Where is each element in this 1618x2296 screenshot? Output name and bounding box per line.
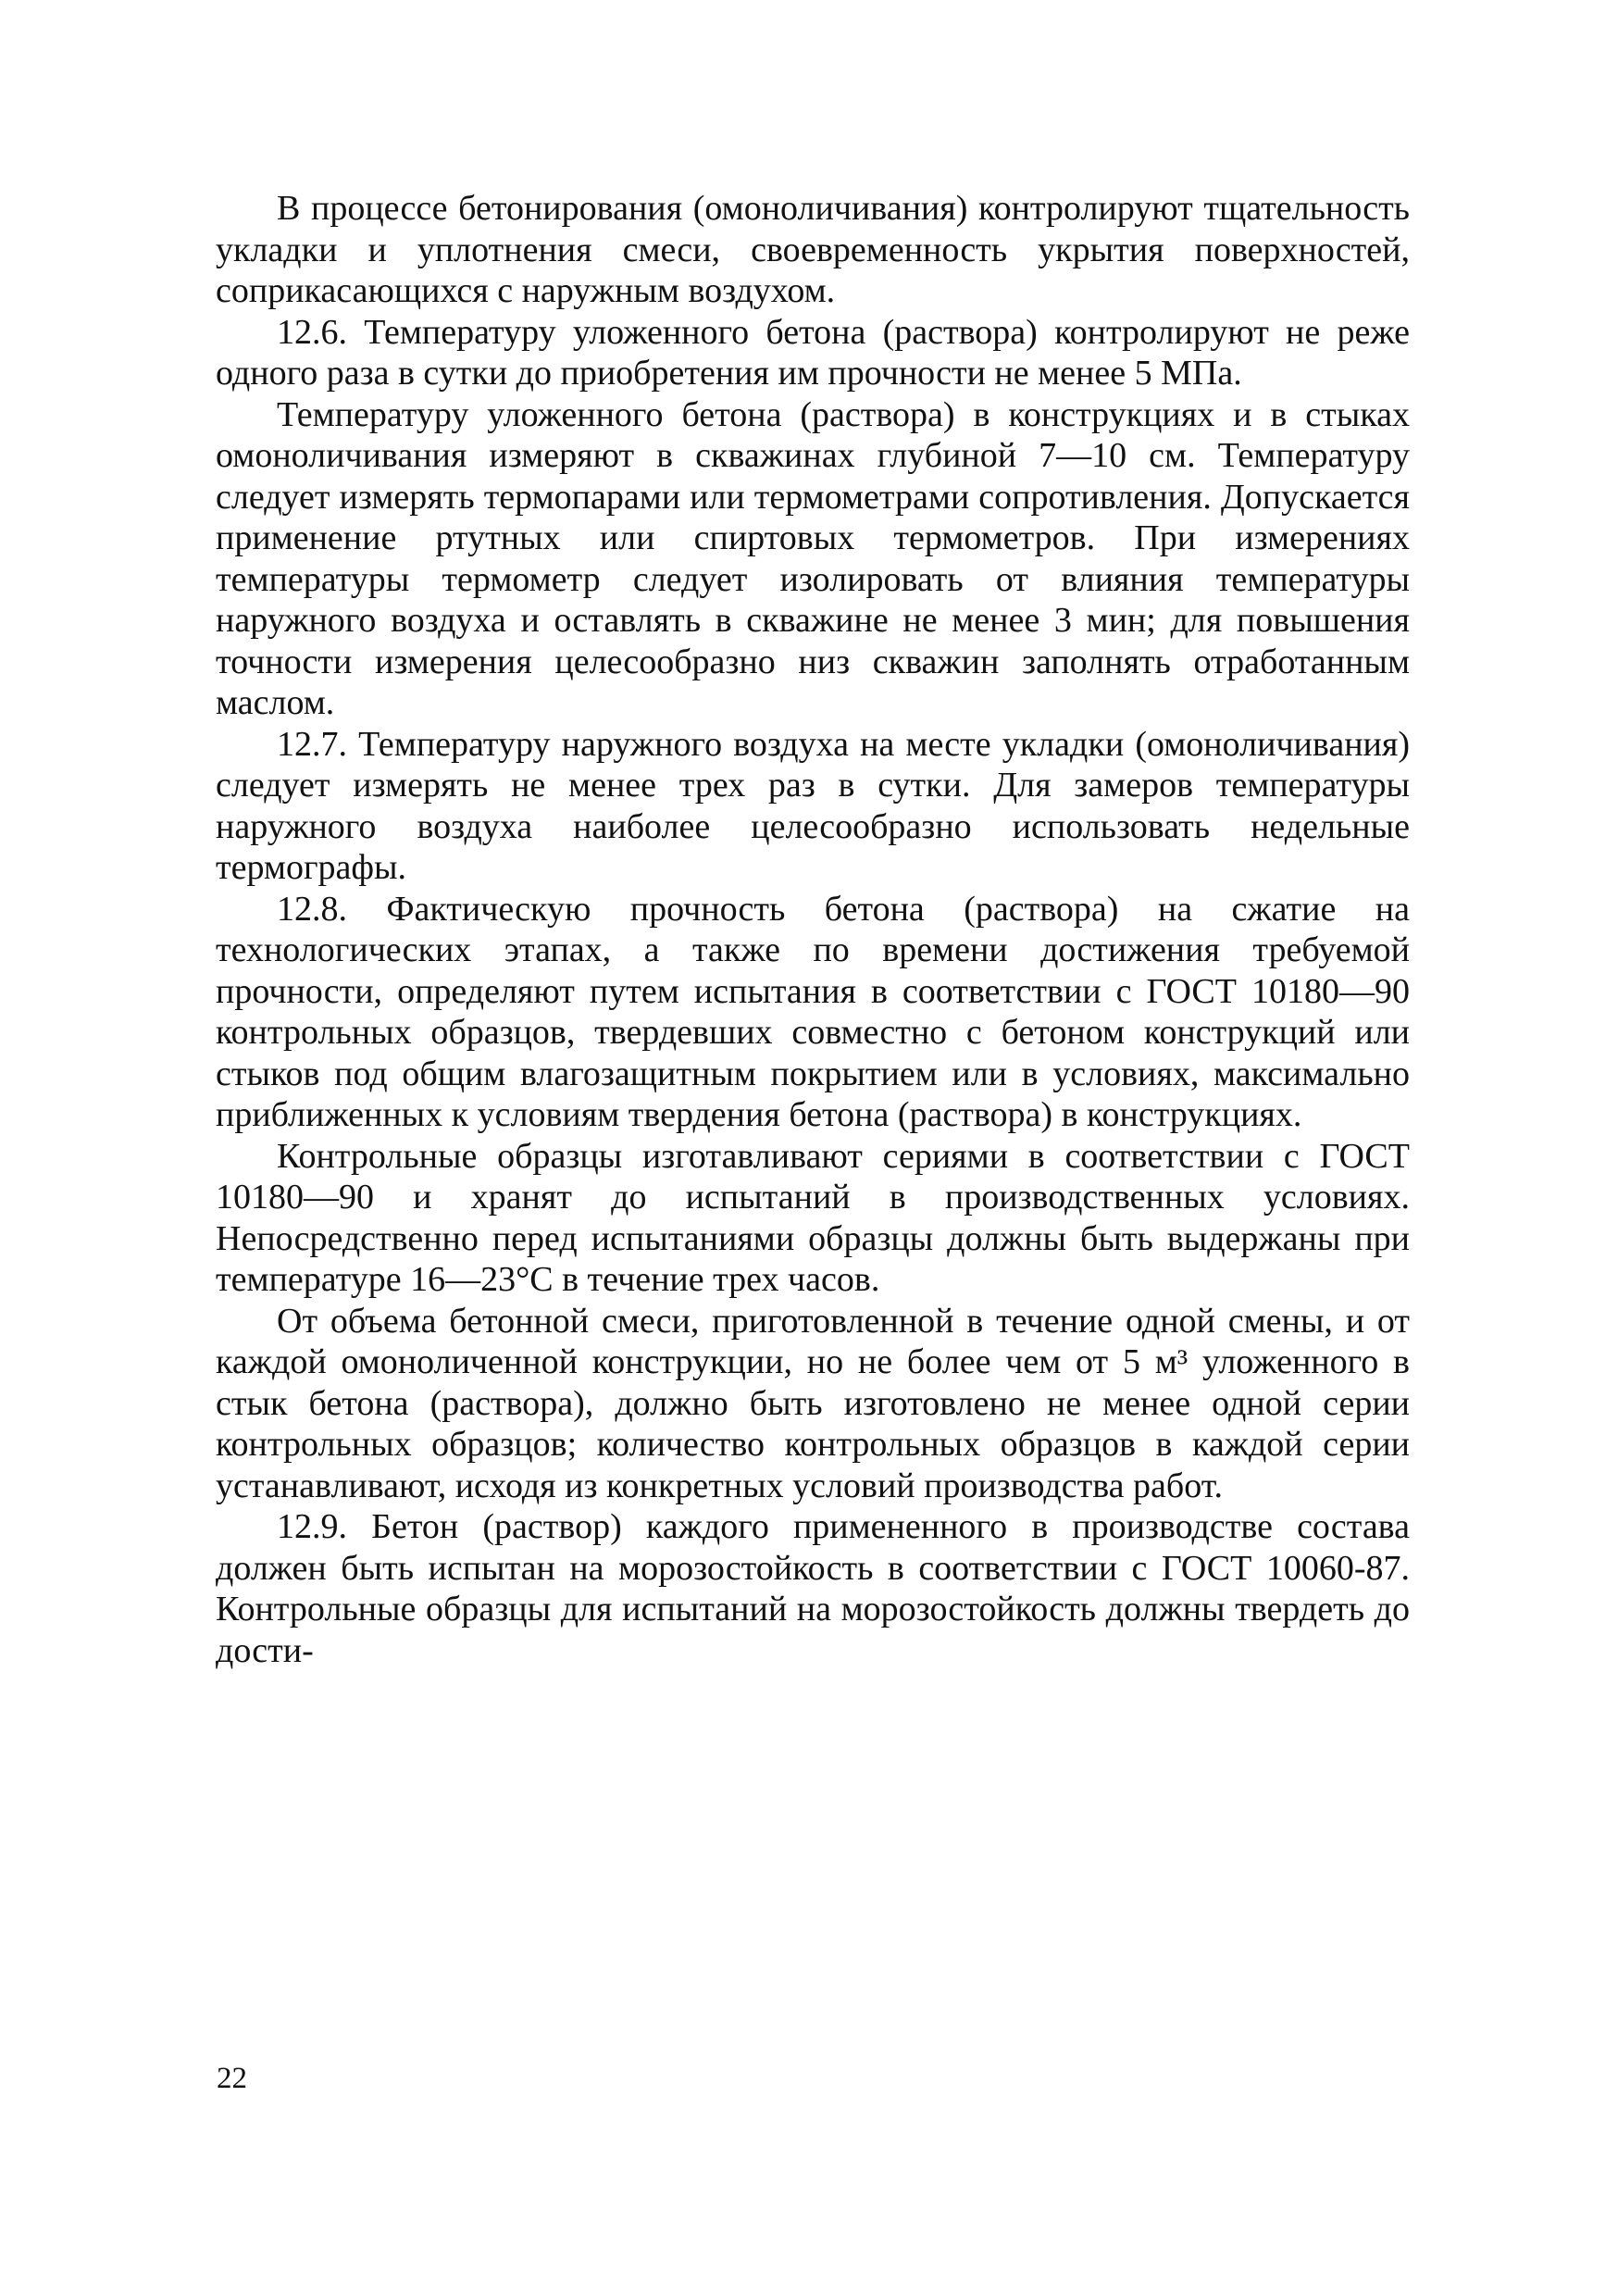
paragraph-temperature-measurement: Температуру уложенного бетона (раствора) в конструкциях и в стыках омоноличивания измеряют в скважинах глубиной 7—10 см. Температуру следует измерять термопарами или термометрами сопротивления. Допускается применение ртутных или спиртовых термометров. При измерениях температуры термометр следует изолировать от влияния температуры наружного воздуха и оставлять в скважине не менее 3 мин; для повышения точности измерения целесообразно низ скважин заполнять отработанным маслом. [216,394,1410,722]
page-number: 22 [217,2062,247,2095]
body-text [216,188,1410,1671]
paragraph-12-6: 12.6. Температуру уложенного бетона (раствора) контролируют не реже одного раза в сутки до приобретения им прочности не менее 5 МПа. [216,312,1410,393]
paragraph-concreting-control: В процессе бетонирования (омоноличивания) контролируют тщательность укладки и уплотнения смеси, своевременность укрытия поверхностей, соприкасающихся с наружным воздухом. [216,189,1410,310]
paragraph-12-9: 12.9. Бетон (раствор) каждого примененного в производстве состава должен быть испытан на морозостойкость в соответствии с ГОСТ 10060-87. Контрольные образцы для испытаний на морозостойкость должны твердеть до дости- [216,1507,1410,1670]
paragraph-sample-volume: От объема бетонной смеси, приготовленной в течение одной смены, и от каждой омоноличенной конструкции, но не более чем от 5 м³ уложенного в стык бетона (раствора), должно быть изготовлено не менее одной серии контрольных образцов; количество контрольных образцов в каждой серии устанавливают, исходя из конкретных условий производства работ. [216,1301,1410,1505]
paragraph-control-samples: Контрольные образцы изготавливают сериями в соответствии с ГОСТ 10180—90 и хранят до испытаний в производственных условиях. Непосредственно перед испытаниями образцы должны быть выдержаны при температуре 16—23°С в течение трех часов. [216,1136,1410,1299]
paragraph-12-7: 12.7. Температуру наружного воздуха на месте укладки (омоноличивания) следует измерять не менее трех раз в сутки. Для замеров температуры наружного воздуха наиболее целесообразно использовать недельные термографы. [216,724,1410,887]
paragraph-12-8: 12.8. Фактическую прочность бетона (раствора) на сжатие на технологических этапах, а также по времени достижения требуемой прочности, определяют путем испытания в соответствии с ГОСТ 10180—90 контрольных образцов, твердевших совместно с бетоном конструкций или стыков под общим влагозащитным покрытием или в условиях, максимально приближенных к условиям твердения бетона (раствора) в конструкциях. [216,889,1410,1134]
